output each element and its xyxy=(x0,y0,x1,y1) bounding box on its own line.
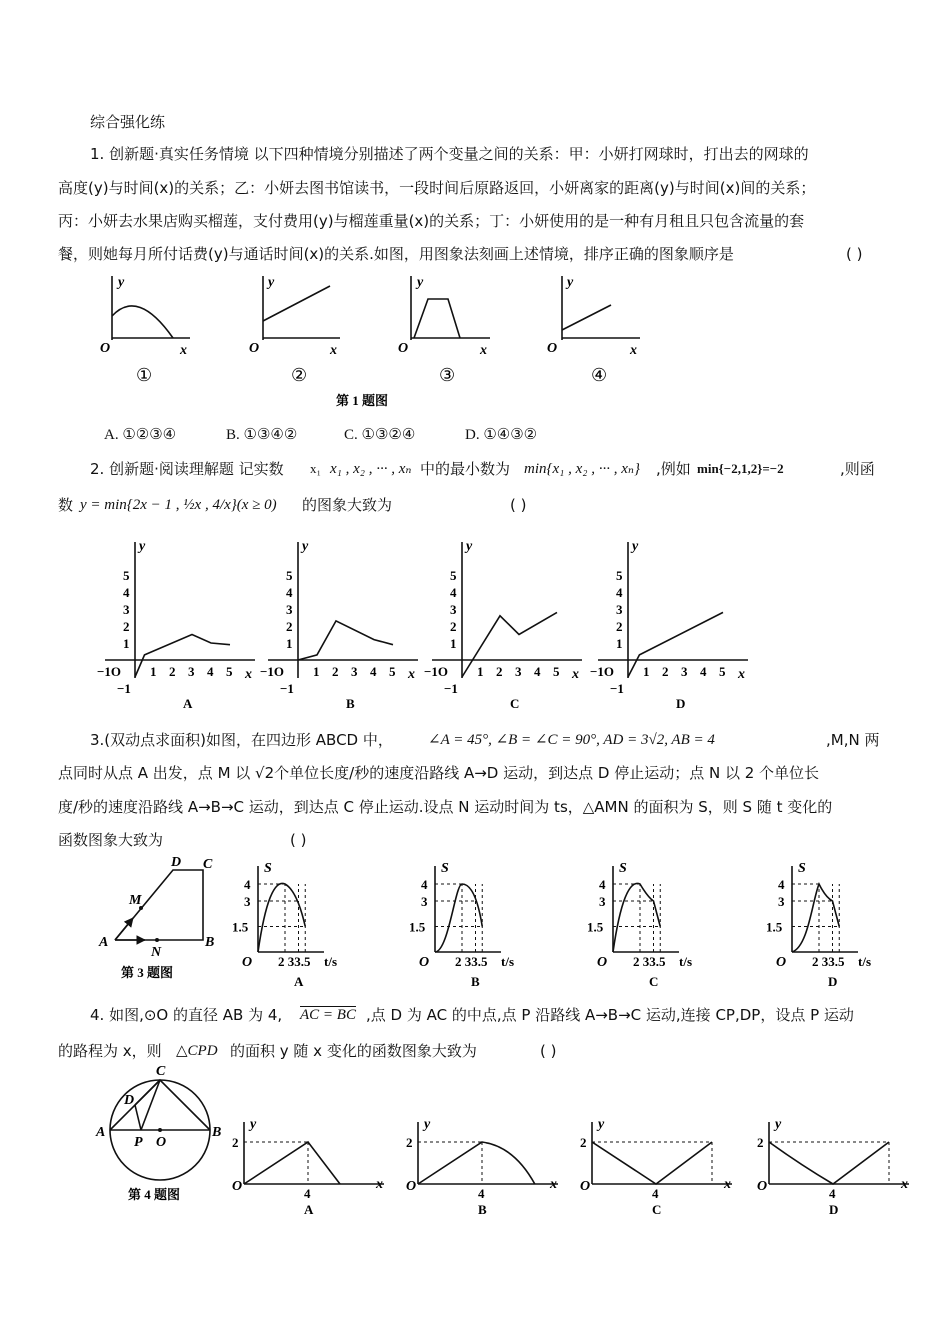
q3-axis-y-label-2: S xyxy=(619,861,627,876)
q2-neg-tick-1: −1 xyxy=(280,681,294,696)
q4-origin-label-1: O xyxy=(406,1179,417,1194)
q1-option-a[interactable]: A. ①②③④ xyxy=(104,427,177,443)
q2-y-tick-1-0: 5 xyxy=(286,568,293,583)
q2-axis-x-label-0: x xyxy=(245,667,252,682)
svg-text:y: y xyxy=(417,275,424,290)
q4-option-label-1: B xyxy=(478,1202,487,1217)
q4-axis-y-label-0: y xyxy=(250,1117,257,1132)
q2-origin-label-1: −1O xyxy=(260,664,285,679)
q2-y-tick-2-0: 5 xyxy=(450,568,457,583)
q2-x-tick-0-1: 2 xyxy=(169,664,176,679)
q2-line-1-f: ,例如 xyxy=(656,460,691,478)
q2-neg-tick-0: −1 xyxy=(117,681,131,696)
q4-point-o: O xyxy=(156,1135,167,1150)
svg-text:x: x xyxy=(180,343,187,358)
svg-text:x: x xyxy=(480,343,487,358)
q1-graph-label-2: ② xyxy=(291,365,308,385)
q3-y-tick-2-2: 1.5 xyxy=(587,919,604,935)
q3-y-tick-3-1: 3 xyxy=(778,894,785,909)
q4-origin-label-2: O xyxy=(580,1179,591,1194)
q2-y-tick-1-2: 3 xyxy=(286,602,293,617)
q2-y-tick-2-4: 1 xyxy=(450,636,457,651)
q2-x-tick-1-4: 5 xyxy=(389,664,396,679)
q3-y-tick-1-1: 3 xyxy=(421,894,428,909)
q2-line-1-h: ,则函 xyxy=(840,460,875,478)
q3-option-label-3: D xyxy=(828,974,838,989)
q2-line-1-a: 2. 创新题·阅读理解题 记实数 xyxy=(90,460,284,478)
q1-option-c[interactable]: C. ①③②④ xyxy=(344,427,416,443)
q3-y-tick-0-1: 3 xyxy=(244,894,251,909)
q2-x-tick-2-0: 1 xyxy=(477,664,484,679)
q1-graph-3 xyxy=(398,275,490,358)
q3-x-ticks-2: 2 33.5 xyxy=(633,954,666,969)
q2-axis-y-label-0: y xyxy=(139,539,146,554)
q2-line-1-b: x₁ xyxy=(310,461,322,476)
q4-point-p: P xyxy=(134,1135,143,1150)
q1-line-4: 餐，则她每月所付话费(y)与通话时间(x)的关系.如图，用图象法刻画上述情境，排序正确的图象顺序是 xyxy=(58,245,734,263)
q4-line-2-b: △CPD xyxy=(176,1043,218,1059)
q2-axis-x-label-1: x xyxy=(408,667,415,682)
q3-option-label-0: A xyxy=(294,974,304,989)
q2-line-1-d: 中的最小数为 xyxy=(420,460,511,478)
q2-line-1-c: x₁ , x₂ , ··· , xₙ xyxy=(330,461,412,477)
q4-option-label-0: A xyxy=(304,1202,314,1217)
q3-curve-0 xyxy=(258,883,305,952)
q3-x-ticks-1: 2 33.5 xyxy=(455,954,488,969)
q2-y-tick-3-0: 5 xyxy=(616,568,623,583)
q2-x-tick-2-1: 2 xyxy=(496,664,503,679)
q2-y-tick-1-1: 4 xyxy=(286,585,293,600)
q3-line-4: 函数图象大致为 xyxy=(58,831,164,849)
q3-line-2: 点同时从点 A 出发，点 M 以 √2个单位长度/秒的速度沿路线 A→D 运动，到达点 D 停止运动；点 N 以 2 个单位长 xyxy=(58,764,820,782)
q2-x-tick-1-0: 1 xyxy=(313,664,320,679)
svg-text:O: O xyxy=(398,341,409,356)
q1-graph-label-1: ① xyxy=(136,365,153,385)
q1-option-b[interactable]: B. ①③④② xyxy=(226,427,298,443)
q3-line-1-b: ∠A = 45°, ∠B = ∠C = 90°, AD = 3√2, AB = 4 xyxy=(428,732,715,748)
q3-line-1-a: 3.(双动点求面积)如图，在四边形 ABCD 中， xyxy=(90,731,393,749)
q3-point-b: B xyxy=(205,935,215,950)
svg-text:O: O xyxy=(249,341,260,356)
q2-origin-label-0: −1O xyxy=(97,664,122,679)
q4-line-1-b: AC = BC xyxy=(300,1007,356,1023)
q4-point-c: C xyxy=(156,1064,166,1079)
q2-y-tick-2-1: 4 xyxy=(450,585,457,600)
q4-option-label-3: D xyxy=(829,1202,839,1217)
q2-option-label-3: D xyxy=(676,696,686,711)
q2-x-tick-1-1: 2 xyxy=(332,664,339,679)
q3-x-ticks-3: 2 33.5 xyxy=(812,954,845,969)
q3-x-ticks-0: 2 33.5 xyxy=(278,954,311,969)
q3-x-unit-3: t/s xyxy=(858,954,871,969)
q2-y-tick-3-4: 1 xyxy=(616,636,623,651)
q4-axis-y-label-1: y xyxy=(424,1117,431,1132)
q3-y-tick-1-2: 1.5 xyxy=(409,919,426,935)
q2-x-tick-3-1: 2 xyxy=(662,664,669,679)
q4-y-tick-1: 2 xyxy=(406,1135,413,1150)
q2-line-2-c: 的图象大致为 xyxy=(302,496,393,514)
q2-line-2-b: y = min{2x − 1 , ½x , 4/x}(x ≥ 0) xyxy=(80,497,277,513)
q4-axis-x-label-0: x xyxy=(376,1177,383,1192)
svg-text:O: O xyxy=(547,341,558,356)
q1-option-d[interactable]: D. ①④③② xyxy=(465,427,538,443)
q4-y-tick-0: 2 xyxy=(232,1135,239,1150)
q2-option-label-0: A xyxy=(183,696,193,711)
q1-caption: 第 1 题图 xyxy=(336,393,389,408)
q3-answer-blank: ( ) xyxy=(290,831,307,849)
q2-x-tick-3-3: 4 xyxy=(700,664,707,679)
q3-axis-y-label-1: S xyxy=(441,861,449,876)
q3-graphs xyxy=(0,852,950,1002)
q2-y-tick-2-3: 2 xyxy=(450,619,457,634)
q3-line-3: 度/秒的速度沿路线 A→B→C 运动，到达点 C 停止运动.设点 N 运动时间为 ts，△AMN 的面积为 S，则 S 随 t 变化的 xyxy=(58,798,833,816)
q4-y-tick-3: 2 xyxy=(757,1135,764,1150)
svg-text:y: y xyxy=(118,275,125,290)
q2-origin-label-3: −1O xyxy=(590,664,615,679)
q2-curve-1 xyxy=(298,621,393,660)
q3-point-c: C xyxy=(203,857,213,872)
svg-text:y: y xyxy=(567,275,574,290)
q2-x-tick-3-0: 1 xyxy=(643,664,650,679)
q4-graphs xyxy=(0,1090,950,1250)
q3-curve-2 xyxy=(613,883,660,952)
q2-y-tick-2-2: 3 xyxy=(450,602,457,617)
q3-curve-1 xyxy=(435,884,482,952)
q3-point-a: A xyxy=(99,935,109,950)
q4-curve-3 xyxy=(769,1142,889,1184)
q2-axis-y-label-1: y xyxy=(302,539,309,554)
q2-line-1-e: min{x₁ , x₂ , ··· , xₙ} xyxy=(524,461,640,477)
q3-y-tick-0-2: 1.5 xyxy=(232,919,249,935)
q4-point-a: A xyxy=(96,1125,106,1140)
q2-y-tick-3-3: 2 xyxy=(616,619,623,634)
q4-caption: 第 4 题图 xyxy=(128,1187,181,1202)
q2-neg-tick-3: −1 xyxy=(610,681,624,696)
q1-graphs xyxy=(0,268,950,408)
q3-origin-label-3: O xyxy=(776,955,787,970)
q2-y-tick-1-4: 1 xyxy=(286,636,293,651)
q4-axis-x-label-1: x xyxy=(550,1177,557,1192)
q3-point-m: M xyxy=(129,893,142,908)
q1-graph-label-3: ③ xyxy=(439,365,456,385)
q2-y-tick-0-1: 4 xyxy=(123,585,130,600)
q4-curve-2 xyxy=(592,1142,712,1184)
q2-y-tick-0-0: 5 xyxy=(123,568,130,583)
q4-line-2-c: 的面积 y 随 x 变化的函数图象大致为 xyxy=(230,1042,477,1060)
q3-point-d: D xyxy=(171,855,182,870)
q1-line-2: 高度(y)与时间(x)的关系；乙：小妍去图书馆读书，一段时间后原路返回，小妍离家的距离(y)与时间(x)间的关系； xyxy=(58,179,816,197)
q2-y-tick-0-2: 3 xyxy=(123,602,130,617)
q2-y-tick-1-3: 2 xyxy=(286,619,293,634)
q2-axis-y-label-2: y xyxy=(466,539,473,554)
q4-origin-label-3: O xyxy=(757,1179,768,1194)
q1-answer-blank: ( ) xyxy=(846,245,863,263)
q4-point-b: B xyxy=(212,1125,222,1140)
q4-axis-y-label-3: y xyxy=(775,1117,782,1132)
q2-y-tick-0-3: 2 xyxy=(123,619,130,634)
q3-y-tick-0-0: 4 xyxy=(244,877,251,892)
q4-option-label-2: C xyxy=(652,1202,662,1217)
svg-text:x: x xyxy=(330,343,337,358)
q2-x-tick-2-2: 3 xyxy=(515,664,522,679)
q4-x-tick-3: 4 xyxy=(829,1186,836,1201)
q3-point-n: N xyxy=(151,945,162,960)
q4-axis-y-label-2: y xyxy=(598,1117,605,1132)
q4-point-d: D xyxy=(124,1093,135,1108)
q3-y-tick-2-1: 3 xyxy=(599,894,606,909)
q4-line-1-a: 4. 如图,⊙O 的直径 AB 为 4, xyxy=(90,1006,283,1024)
q2-axis-y-label-3: y xyxy=(632,539,639,554)
q2-neg-tick-2: −1 xyxy=(444,681,458,696)
q4-axis-x-label-2: x xyxy=(724,1177,731,1192)
q4-y-tick-2: 2 xyxy=(580,1135,587,1150)
q2-x-tick-0-2: 3 xyxy=(188,664,195,679)
q2-x-tick-1-3: 4 xyxy=(370,664,377,679)
q3-y-tick-1-0: 4 xyxy=(421,877,428,892)
q2-x-tick-3-4: 5 xyxy=(719,664,726,679)
q1-line-1: 1. 创新题·真实任务情境 以下四种情境分别描述了两个变量之间的关系：甲：小妍打网球时，打出去的网球的 xyxy=(90,145,809,163)
q4-curve-0 xyxy=(244,1142,340,1184)
q3-origin-label-1: O xyxy=(419,955,430,970)
q4-line-2-a: 的路程为 x，则 xyxy=(58,1042,162,1060)
q2-x-tick-3-2: 3 xyxy=(681,664,688,679)
q2-answer-blank: ( ) xyxy=(510,496,527,514)
q2-x-tick-0-3: 4 xyxy=(207,664,214,679)
q3-curve-3 xyxy=(792,884,839,952)
q2-x-tick-1-2: 3 xyxy=(351,664,358,679)
q4-answer-blank: ( ) xyxy=(540,1042,557,1060)
q2-line-2-a: 数 xyxy=(58,496,74,514)
q2-line-1-g: min{−2,1,2}=−2 xyxy=(697,461,784,476)
q3-x-unit-2: t/s xyxy=(679,954,692,969)
q1-graph-label-4: ④ xyxy=(591,365,608,385)
q3-y-tick-2-0: 4 xyxy=(599,877,606,892)
q4-axis-x-label-3: x xyxy=(901,1177,908,1192)
q2-x-tick-0-4: 5 xyxy=(226,664,233,679)
q4-x-tick-1: 4 xyxy=(478,1186,485,1201)
q2-x-tick-2-3: 4 xyxy=(534,664,541,679)
section-title: 综合强化练 xyxy=(90,113,166,131)
q3-x-unit-1: t/s xyxy=(501,954,514,969)
q1-graph-4 xyxy=(547,275,640,358)
q3-axis-y-label-3: S xyxy=(798,861,806,876)
q3-y-tick-3-2: 1.5 xyxy=(766,919,783,935)
q2-option-label-2: C xyxy=(510,696,520,711)
q3-axis-y-label-0: S xyxy=(264,861,272,876)
svg-text:x: x xyxy=(630,343,637,358)
q4-x-tick-0: 4 xyxy=(304,1186,311,1201)
q3-line-1-c: ,M,N 两 xyxy=(826,731,880,749)
q4-curve-1 xyxy=(418,1142,535,1184)
q2-graphs xyxy=(0,530,950,720)
q4-x-tick-2: 4 xyxy=(652,1186,659,1201)
q4-origin-label-0: O xyxy=(232,1179,243,1194)
q3-y-tick-3-0: 4 xyxy=(778,877,785,892)
q2-axis-x-label-3: x xyxy=(738,667,745,682)
q3-option-label-2: C xyxy=(649,974,659,989)
q4-line-1-c: ,点 D 为 AC 的中点,点 P 沿路线 A→B→C 运动,连接 CP,DP，设点 P 运动 xyxy=(366,1006,854,1024)
q2-axis-x-label-2: x xyxy=(572,667,579,682)
q2-origin-label-2: −1O xyxy=(424,664,449,679)
q3-origin-label-0: O xyxy=(242,955,253,970)
q2-x-tick-2-4: 5 xyxy=(553,664,560,679)
q1-line-3: 丙：小妍去水果店购买榴莲，支付费用(y)与榴莲重量(x)的关系；丁：小妍使用的是一种有月租且只包含流量的套 xyxy=(58,212,805,230)
q2-y-tick-3-2: 3 xyxy=(616,602,623,617)
q2-x-tick-0-0: 1 xyxy=(150,664,157,679)
q3-origin-label-2: O xyxy=(597,955,608,970)
q2-option-label-1: B xyxy=(346,696,355,711)
q3-x-unit-0: t/s xyxy=(324,954,337,969)
svg-text:y: y xyxy=(268,275,275,290)
q1-graph-2 xyxy=(249,275,340,358)
q2-y-tick-0-4: 1 xyxy=(123,636,130,651)
q2-y-tick-3-1: 4 xyxy=(616,585,623,600)
svg-text:O: O xyxy=(100,341,111,356)
q3-option-label-1: B xyxy=(471,974,480,989)
q1-graph-1 xyxy=(100,275,190,358)
q3-caption: 第 3 题图 xyxy=(121,965,174,980)
